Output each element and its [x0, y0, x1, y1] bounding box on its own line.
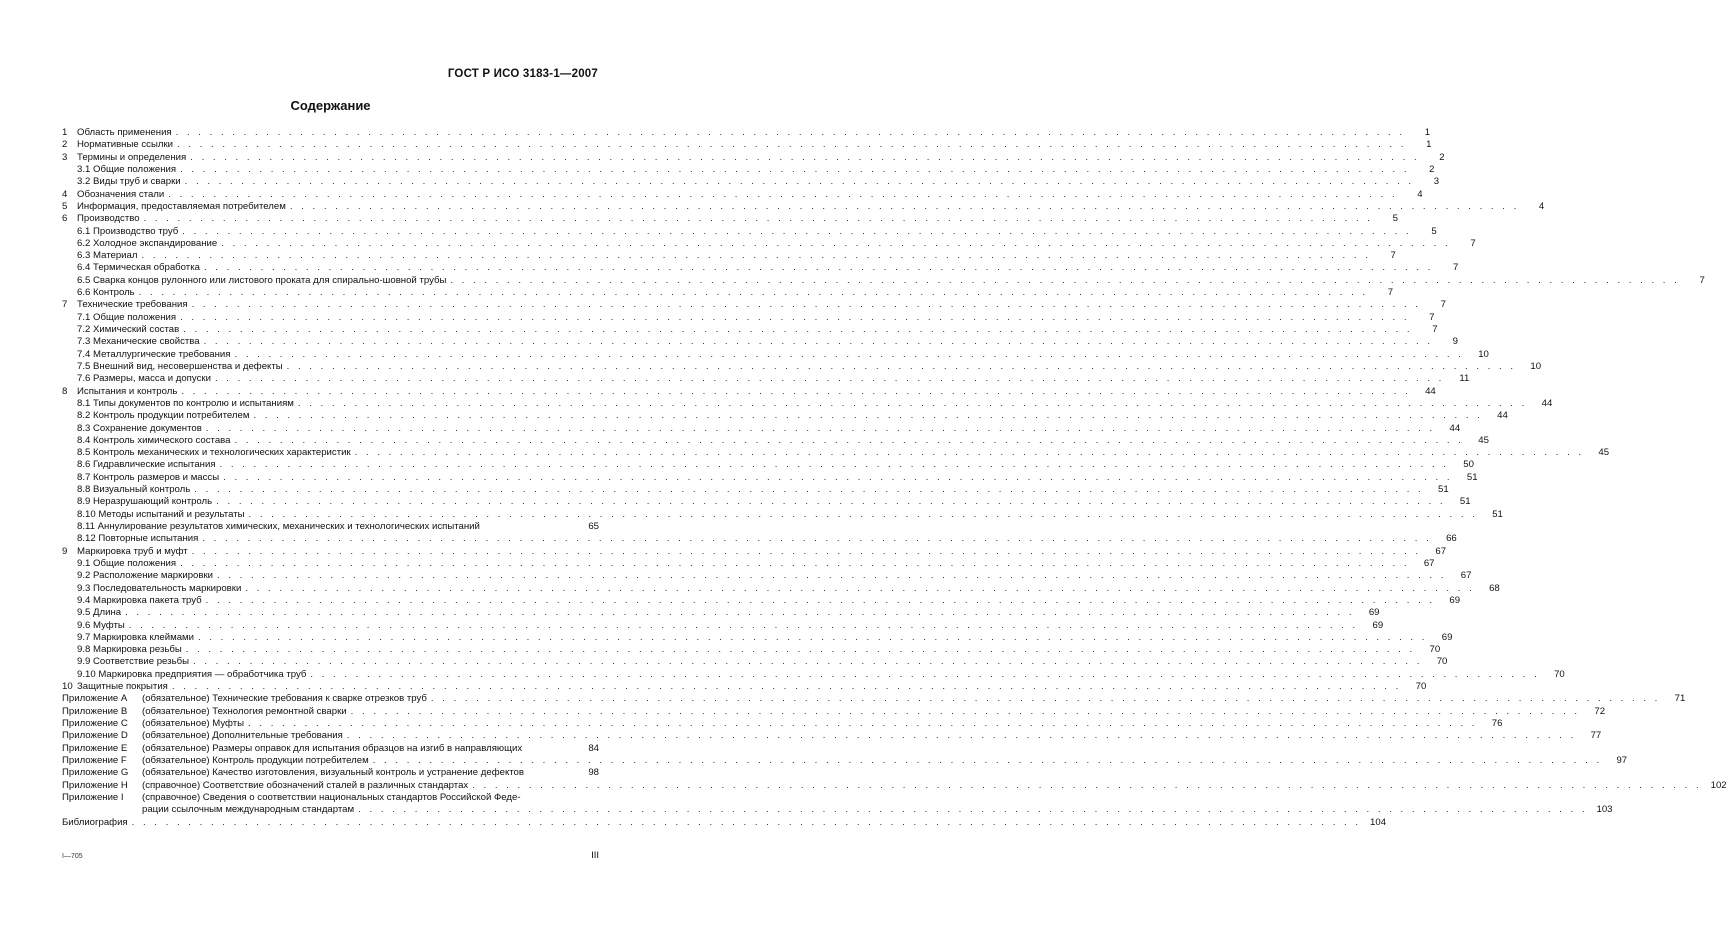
toc-entry-label: Приложение F: [62, 754, 127, 766]
toc-entry[interactable]: [62, 607, 1380, 619]
toc-entry-title: Информация, предоставляемая потребителем: [77, 200, 286, 212]
dot-leader: [176, 127, 1405, 139]
toc-entry[interactable]: [62, 459, 1474, 471]
toc-entry[interactable]: [62, 533, 1457, 545]
toc-entry-title: (справочное) Соответствие обозначений сталей в различных стандартах: [142, 779, 469, 791]
dot-leader: [355, 447, 1584, 459]
toc-entry-page: 7: [1390, 250, 1396, 262]
toc-entry[interactable]: [62, 434, 1489, 447]
toc-entry[interactable]: [62, 176, 1440, 188]
toc-entry-title: Область применения: [77, 127, 172, 138]
toc-entry-page: 70: [1436, 656, 1448, 668]
toc-entry-page: 7: [1440, 299, 1446, 311]
toc-entry[interactable]: [62, 410, 1508, 422]
page-number: III: [591, 850, 599, 861]
toc-entry-label: Приложение Е: [62, 742, 128, 754]
dot-leader: [180, 558, 1409, 570]
toc-entry-page: 45: [1478, 434, 1489, 446]
toc-entry-title: (обязательное) Контроль продукции потребителем: [142, 754, 369, 766]
dot-leader: [245, 583, 1474, 595]
toc-entry-page: 104: [1370, 816, 1387, 828]
toc-entry-page: 9: [1452, 336, 1458, 348]
dot-leader: [290, 201, 1519, 213]
toc-entry[interactable]: [62, 471, 1478, 484]
dot-leader: [190, 152, 1419, 164]
toc-entry-number: 6: [62, 213, 68, 225]
toc-entry[interactable]: [62, 200, 1545, 213]
toc-entry-label: Приложение D: [62, 730, 128, 742]
dot-leader: [216, 496, 1445, 508]
dot-leader: [204, 336, 1433, 348]
toc-entry-label: Приложение I: [62, 791, 124, 803]
dot-leader: [234, 349, 1463, 361]
toc-entry-title: 8.12 Повторные испытания: [77, 533, 199, 545]
toc-entry-page: 70: [1415, 681, 1427, 693]
toc-entry[interactable]: [62, 250, 1396, 262]
toc-entry-label: Приложение Н: [62, 779, 128, 791]
dot-leader: [310, 669, 1539, 681]
dot-leader: [180, 312, 1409, 324]
dot-leader: [177, 139, 1406, 151]
dot-leader: [298, 398, 1527, 410]
toc-entry-page: 66: [1446, 533, 1457, 545]
toc-entry[interactable]: [62, 718, 1503, 730]
toc-entry-title: 9.7 Маркировка клеймами: [77, 631, 194, 643]
toc-entry[interactable]: [62, 311, 1435, 324]
dot-leader: [129, 620, 1358, 632]
dot-leader: [172, 681, 1401, 693]
toc-entry-title: 8.3 Сохранение документов: [77, 422, 202, 434]
toc-entry[interactable]: [62, 287, 1394, 299]
toc-entry-title: Термины и определения: [77, 151, 187, 163]
toc-entry-page: 1: [1426, 139, 1432, 151]
toc-entry-title: 8.7 Контроль размеров и массы: [77, 471, 220, 483]
toc-entry-title: 3.1 Общие положения: [77, 163, 177, 175]
dot-leader: [248, 718, 1477, 730]
toc-entry-page: 67: [1423, 557, 1435, 569]
toc-entry-label: Приложение G: [62, 767, 129, 779]
toc-entry[interactable]: [62, 163, 1435, 176]
toc-entry[interactable]: [62, 557, 1435, 570]
toc-entry[interactable]: [62, 631, 1453, 644]
toc-entry-title: (обязательное) Дополнительные требования: [142, 730, 343, 742]
toc-entry[interactable]: [62, 754, 1628, 767]
toc-entry[interactable]: [62, 348, 1489, 361]
toc-entry[interactable]: [62, 127, 1431, 139]
toc-entry-title: 8.4 Контроль химического состава: [77, 434, 231, 446]
toc-entry[interactable]: [62, 213, 1398, 225]
toc-entry[interactable]: [62, 767, 599, 779]
toc-entry-title: (обязательное) Качество изготовления, визуальный контроль и устранение дефектов: [142, 767, 524, 779]
toc-entry-number: 1: [62, 127, 68, 138]
toc-entry-page: 98: [588, 767, 599, 779]
toc-entry-number: 4: [62, 188, 68, 200]
toc-entry-number: 10: [62, 681, 73, 693]
toc-entry-page: 69: [1372, 619, 1384, 631]
toc-entry-page: 45: [1598, 447, 1610, 459]
toc-entry[interactable]: [62, 816, 1387, 829]
toc-entry-title: 8.10 Методы испытаний и результаты: [77, 508, 245, 520]
toc-entry[interactable]: [62, 668, 1565, 681]
toc-entry[interactable]: [62, 656, 1448, 668]
toc-entry-page: 7: [1453, 262, 1459, 274]
toc-entry[interactable]: [62, 262, 1459, 274]
toc-entry-page: 2: [1439, 151, 1445, 163]
toc-entry-page: 69: [1441, 631, 1453, 643]
toc-entry-page: 69: [1368, 607, 1380, 619]
toc-entry-page: 70: [1429, 644, 1441, 656]
toc-entry-title: 3.2 Виды труб и сварки: [77, 176, 181, 188]
dot-leader: [223, 472, 1452, 484]
dot-leader: [221, 238, 1450, 250]
dot-leader: [204, 262, 1433, 274]
toc-entry-page: 7: [1387, 287, 1394, 299]
toc-entry-title: 7.5 Внешний вид, несовершенства и дефекты: [77, 360, 283, 372]
toc-entry-title: 7.4 Металлургические требования: [77, 348, 231, 360]
dot-leader: [217, 570, 1446, 582]
toc-entry-page: 4: [1417, 188, 1423, 200]
toc-entry-title: 9.2 Расположение маркировки: [77, 570, 214, 582]
toc-entry-number: 7: [62, 299, 68, 311]
toc-entry-title: Испытания и контроль: [77, 385, 178, 397]
toc-entry-page: 7: [1429, 311, 1435, 323]
toc-entry-title: (обязательное) Технические требования к сварке отрезков труб: [142, 693, 427, 705]
toc-entry[interactable]: [62, 644, 1441, 656]
dot-leader: [253, 410, 1482, 422]
toc-entry[interactable]: [62, 730, 1602, 742]
toc-entry-title: 6.3 Материал: [77, 250, 138, 262]
standard-id: ГОСТ Р ИСО 3183-1—2007: [447, 68, 598, 80]
toc-entry[interactable]: [62, 237, 1476, 250]
toc-entry-page: 71: [1674, 693, 1686, 705]
toc-entry-title: 8.8 Визуальный контроль: [77, 484, 191, 496]
dot-leader: [183, 324, 1412, 336]
dot-leader: [351, 706, 1580, 718]
toc-entry[interactable]: [62, 373, 1470, 385]
toc-entry-number: 3: [62, 151, 68, 163]
toc-entry-title: рации ссылочным международным стандартам: [142, 804, 355, 816]
dot-leader: [181, 386, 1410, 398]
toc-entry[interactable]: [62, 792, 599, 804]
dot-leader: [431, 693, 1660, 705]
toc-entry-page: 44: [1425, 385, 1436, 397]
toc-entry-title: 8.9 Неразрушающий контроль: [77, 496, 213, 508]
toc-entry-title: 7.2 Химический состав: [77, 324, 180, 335]
toc-entry-page: 103: [1596, 804, 1613, 816]
toc-entry-title: 9.3 Последовательность маркировки: [77, 582, 242, 594]
toc-entry-page: 44: [1541, 397, 1553, 409]
page-title: Содержание: [290, 98, 371, 113]
dot-leader: [358, 804, 1587, 816]
toc-entry-page: 72: [1594, 705, 1606, 717]
dot-leader: [194, 484, 1423, 496]
dot-leader: [235, 435, 1464, 447]
toc-entry-page: 2: [1429, 163, 1435, 175]
toc-entry-title: Маркировка труб и муфт: [77, 545, 188, 557]
dot-leader: [193, 656, 1422, 668]
toc-entry-title: 7.3 Механические свойства: [77, 336, 200, 348]
dot-leader: [185, 176, 1414, 188]
toc-entry-title: 6.1 Производство труб: [77, 225, 179, 237]
dot-leader: [450, 275, 1679, 287]
toc-entry-title: 6.2 Холодное экспандирование: [77, 237, 218, 249]
dot-leader: [215, 373, 1444, 385]
toc-entry-title: (справочное) Сведения о соответствии национальных стандартов Российской Феде-: [142, 791, 521, 803]
toc-entry-page: 67: [1435, 545, 1447, 557]
toc-entry[interactable]: [62, 151, 1445, 164]
toc-entry-title: (обязательное) Технология ремонтной сварки: [142, 705, 347, 717]
toc-entry-title: Защитные покрытия: [77, 681, 168, 693]
toc-entry[interactable]: [62, 385, 1436, 398]
toc-entry-number: 2: [62, 139, 68, 151]
toc-entry-page: 10: [1530, 360, 1542, 372]
toc-entry-page: 70: [1554, 668, 1565, 680]
toc-entry[interactable]: [62, 570, 1472, 582]
toc-entry-number: 8: [62, 385, 68, 397]
toc-entry[interactable]: [62, 804, 1613, 816]
toc-entry-page: 97: [1616, 754, 1628, 766]
toc-entry-title: 9.5 Длина: [77, 607, 122, 619]
toc-entry[interactable]: [62, 693, 1686, 705]
toc-entry-title: 8.2 Контроль продукции потребителем: [77, 410, 250, 422]
toc-entry-label: Приложение А: [62, 693, 128, 705]
dot-leader: [125, 607, 1354, 619]
toc-entry-title: 8.6 Гидравлические испытания: [77, 459, 216, 471]
toc-entry[interactable]: [62, 336, 1458, 348]
toc-entry-page: 51: [1459, 496, 1471, 508]
toc-entry-page: 69: [1449, 594, 1461, 606]
toc-entry-title: 6.5 Сварка концов рулонного или листового проката для спирально-шовной трубы: [77, 274, 447, 286]
toc-entry-title: (обязательное) Муфты: [142, 718, 245, 729]
toc-entry-page: 51: [1492, 508, 1503, 520]
dot-leader: [168, 189, 1397, 201]
toc-entry-page: 7: [1432, 324, 1438, 335]
toc-entry-page: 3: [1433, 176, 1440, 188]
dot-leader: [144, 213, 1373, 225]
toc-entry-label: Библиография: [62, 816, 128, 828]
toc-entry-title: 8.5 Контроль механических и технологических характеристик: [77, 447, 351, 459]
footer-code: I—705: [62, 853, 83, 860]
toc-entry-title: 7.6 Размеры, масса и допуски: [77, 373, 211, 385]
toc-entry-title: 8.11 Аннулирование результатов химических, механических и технологических испытаний: [77, 521, 480, 532]
toc-entry-number: 9: [62, 545, 68, 557]
toc-entry-title: 9.8 Маркировка резьбы: [77, 644, 182, 656]
toc-entry[interactable]: [62, 299, 1446, 311]
toc-entry-title: 9.9 Соответствие резьбы: [77, 656, 189, 668]
toc-entry-label: Приложение В: [62, 705, 128, 717]
toc-entry[interactable]: [62, 779, 1727, 792]
toc-entry-page: 50: [1463, 459, 1474, 471]
toc-entry-title: 9.4 Маркировка пакета труб: [77, 594, 202, 606]
toc-entry-page: 76: [1491, 718, 1503, 729]
toc-entry-title: (обязательное) Размеры оправок для испытания образцов на изгиб в направляющих: [142, 742, 523, 754]
toc-entry-page: 65: [588, 521, 599, 532]
toc-entry[interactable]: [62, 422, 1461, 435]
toc-entry-page: 1: [1424, 127, 1431, 138]
toc-entry-title: 9.6 Муфты: [77, 619, 125, 631]
toc-entry[interactable]: [62, 619, 1384, 632]
toc-entry-number: 5: [62, 200, 68, 212]
dot-leader: [206, 595, 1435, 607]
toc-entry-page: 77: [1590, 730, 1602, 742]
toc-entry-title: 9.10 Маркировка предприятия — обработчика труб: [77, 668, 307, 680]
dot-leader: [192, 546, 1421, 558]
dot-leader: [139, 287, 1368, 299]
toc-entry-label: Приложение С: [62, 718, 128, 729]
toc-entry-page: 67: [1460, 570, 1472, 582]
toc-entry[interactable]: [62, 139, 1432, 151]
toc-entry-page: 7: [1699, 274, 1705, 286]
toc-entry[interactable]: [62, 508, 1503, 521]
toc-entry-page: 44: [1497, 410, 1508, 422]
toc-entry[interactable]: [62, 188, 1423, 201]
toc-entry-title: Обозначения стали: [77, 188, 165, 200]
toc-entry[interactable]: [62, 545, 1447, 558]
toc-entry-title: 6.6 Контроль: [77, 287, 135, 299]
toc-entry[interactable]: [62, 743, 599, 755]
toc-entry[interactable]: [62, 324, 1438, 336]
toc-entry[interactable]: [62, 447, 1610, 459]
toc-entry-title: Производство: [77, 213, 140, 225]
toc-entry[interactable]: [62, 274, 1705, 287]
toc-entry[interactable]: [62, 705, 1606, 718]
toc-entry-page: 51: [1438, 484, 1449, 496]
dot-leader: [347, 730, 1576, 742]
toc-entry-page: 5: [1392, 213, 1398, 225]
toc-entry-page: 10: [1478, 348, 1489, 360]
dot-leader: [373, 755, 1602, 767]
dot-leader: [287, 361, 1516, 373]
toc-entry-page: 68: [1489, 582, 1500, 594]
toc-entry[interactable]: [62, 397, 1553, 410]
toc-entry[interactable]: [62, 521, 599, 533]
dot-leader: [220, 459, 1449, 471]
toc-entry[interactable]: [62, 225, 1437, 238]
dot-leader: [192, 299, 1421, 311]
toc-entry[interactable]: [62, 496, 1471, 508]
toc-entry[interactable]: [62, 681, 1427, 693]
dot-leader: [132, 817, 1361, 829]
dot-leader: [206, 423, 1435, 435]
dot-leader: [248, 509, 1477, 521]
dot-leader: [180, 164, 1409, 176]
toc-entry-title: 9.1 Общие положения: [77, 557, 177, 569]
dot-leader: [141, 250, 1370, 262]
toc-entry-page: 5: [1431, 225, 1437, 237]
dot-leader: [472, 780, 1701, 792]
toc-entry-page: 84: [588, 742, 599, 754]
toc-entry[interactable]: [62, 594, 1461, 607]
toc-entry-title: Технические требования: [77, 299, 188, 311]
dot-leader: [202, 533, 1431, 545]
toc-entry[interactable]: [62, 484, 1449, 496]
toc-entry-page: 11: [1459, 373, 1470, 385]
toc-entry-title: 6.4 Термическая обработка: [77, 262, 200, 274]
toc-entry-page: 44: [1449, 422, 1461, 434]
toc-entry-title: 8.1 Типы документов по контролю и испытаниям: [77, 397, 294, 409]
toc-entry[interactable]: [62, 360, 1542, 373]
toc-entry-title: Нормативные ссылки: [77, 139, 174, 151]
toc-entry-page: 7: [1470, 237, 1476, 249]
toc-entry[interactable]: [62, 582, 1500, 595]
dot-leader: [182, 226, 1411, 238]
dot-leader: [186, 644, 1415, 656]
toc-entry-title: 7.1 Общие положения: [77, 311, 177, 323]
toc-entry-page: 4: [1538, 200, 1545, 212]
dot-leader: [198, 632, 1427, 644]
toc-entry-page: 102: [1710, 779, 1727, 791]
table-of-contents: [62, 127, 1727, 829]
toc-entry-page: 51: [1466, 471, 1478, 483]
